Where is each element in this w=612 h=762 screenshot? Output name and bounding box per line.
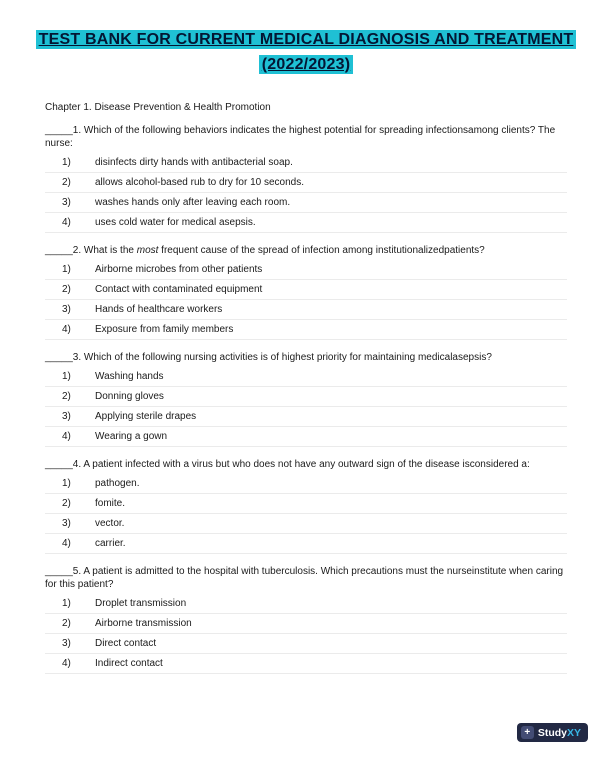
question-3 — [45, 351, 567, 447]
option-number: 1) — [62, 264, 71, 275]
option-number: 4) — [62, 324, 71, 335]
option-text: allows alcohol-based rub to dry for 10 seconds. — [95, 177, 305, 188]
answer-option — [45, 494, 567, 514]
option-text: vector. — [95, 518, 125, 529]
option-number: 2) — [62, 284, 71, 295]
brand-text-study: Study — [537, 726, 567, 739]
studyxy-logo — [517, 723, 588, 742]
answer-option — [45, 654, 567, 674]
question-2 — [45, 244, 567, 340]
answer-option — [45, 153, 567, 173]
answer-option — [45, 534, 567, 554]
option-number: 2) — [62, 391, 71, 402]
option-text: fomite. — [95, 498, 126, 509]
answer-option — [45, 300, 567, 320]
option-number: 3) — [62, 638, 71, 649]
option-number: 1) — [62, 371, 71, 382]
option-text: Airborne microbes from other patients — [95, 264, 263, 275]
answer-option — [45, 634, 567, 654]
option-number: 2) — [62, 498, 71, 509]
option-number: 1) — [62, 157, 71, 168]
chapter-heading: Chapter 1. Disease Prevention & Health Promotion — [45, 102, 271, 113]
option-number: 2) — [62, 177, 71, 188]
option-text: Droplet transmission — [95, 598, 187, 609]
option-text: carrier. — [95, 538, 126, 549]
question-1 — [45, 124, 567, 233]
answer-option — [45, 474, 567, 494]
question-5 — [45, 565, 567, 674]
answer-option — [45, 407, 567, 427]
document-body — [0, 102, 612, 674]
answer-options — [45, 367, 567, 447]
title-line-1: TEST BANK FOR CURRENT MEDICAL DIAGNOSIS AND TREATMENT — [36, 30, 577, 49]
option-text: uses cold water for medical asepsis. — [95, 217, 256, 228]
question-stem: _____3. Which of the following nursing activities is of highest priority for maintaining medicalasepsis? — [45, 352, 492, 363]
answer-options — [45, 474, 567, 554]
answer-options — [45, 594, 567, 674]
question-4 — [45, 458, 567, 554]
option-text: Contact with contaminated equipment — [95, 284, 263, 295]
answer-option — [45, 320, 567, 340]
answer-options — [45, 153, 567, 233]
option-text: Wearing a gown — [95, 431, 168, 442]
answer-option — [45, 594, 567, 614]
answer-option — [45, 367, 567, 387]
answer-option — [45, 213, 567, 233]
option-number: 1) — [62, 598, 71, 609]
option-number: 3) — [62, 518, 71, 529]
question-stem: _____5. A patient is admitted to the hospital with tuberculosis. Which precautions must the nurseinstitute when caring for this patient? — [45, 566, 564, 590]
answer-options — [45, 260, 567, 340]
option-number: 3) — [62, 411, 71, 422]
option-number: 4) — [62, 431, 71, 442]
option-text: Applying sterile drapes — [95, 411, 197, 422]
plus-icon: + — [521, 726, 534, 739]
stem-text-pre: _____2. What is the — [45, 245, 137, 256]
option-text: Airborne transmission — [95, 618, 192, 629]
brand-text-xy: XY — [566, 726, 581, 739]
option-text: Direct contact — [95, 638, 157, 649]
option-number: 1) — [62, 478, 71, 489]
answer-option — [45, 614, 567, 634]
stem-text-post: frequent cause of the spread of infection among institutionalizedpatients? — [158, 245, 485, 256]
option-number: 4) — [62, 658, 71, 669]
option-number: 2) — [62, 618, 71, 629]
answer-option — [45, 514, 567, 534]
option-number: 3) — [62, 304, 71, 315]
answer-option — [45, 280, 567, 300]
title-line-2: (2022/2023) — [259, 55, 354, 74]
option-number: 4) — [62, 538, 71, 549]
option-text: washes hands only after leaving each room. — [95, 197, 291, 208]
option-number: 4) — [62, 217, 71, 228]
question-stem: _____4. A patient infected with a virus but who does not have any outward sign of the disease isconsidered a: — [45, 459, 530, 470]
option-number: 3) — [62, 197, 71, 208]
stem-text-italic: most — [136, 245, 159, 256]
option-text: disinfects dirty hands with antibacterial soap. — [95, 157, 293, 168]
option-text: Exposure from family members — [95, 324, 234, 335]
question-stem: _____1. Which of the following behaviors indicates the highest potential for spreading infectionsamong clients? The nurse: — [45, 125, 556, 149]
option-text: Hands of healthcare workers — [95, 304, 223, 315]
option-text: pathogen. — [95, 478, 140, 489]
option-text: Indirect contact — [95, 658, 163, 669]
document-title — [0, 0, 612, 77]
answer-option — [45, 193, 567, 213]
option-text: Donning gloves — [95, 391, 164, 402]
question-stem — [45, 244, 567, 257]
answer-option — [45, 260, 567, 280]
answer-option — [45, 173, 567, 193]
option-text: Washing hands — [95, 371, 164, 382]
answer-option — [45, 387, 567, 407]
answer-option — [45, 427, 567, 447]
